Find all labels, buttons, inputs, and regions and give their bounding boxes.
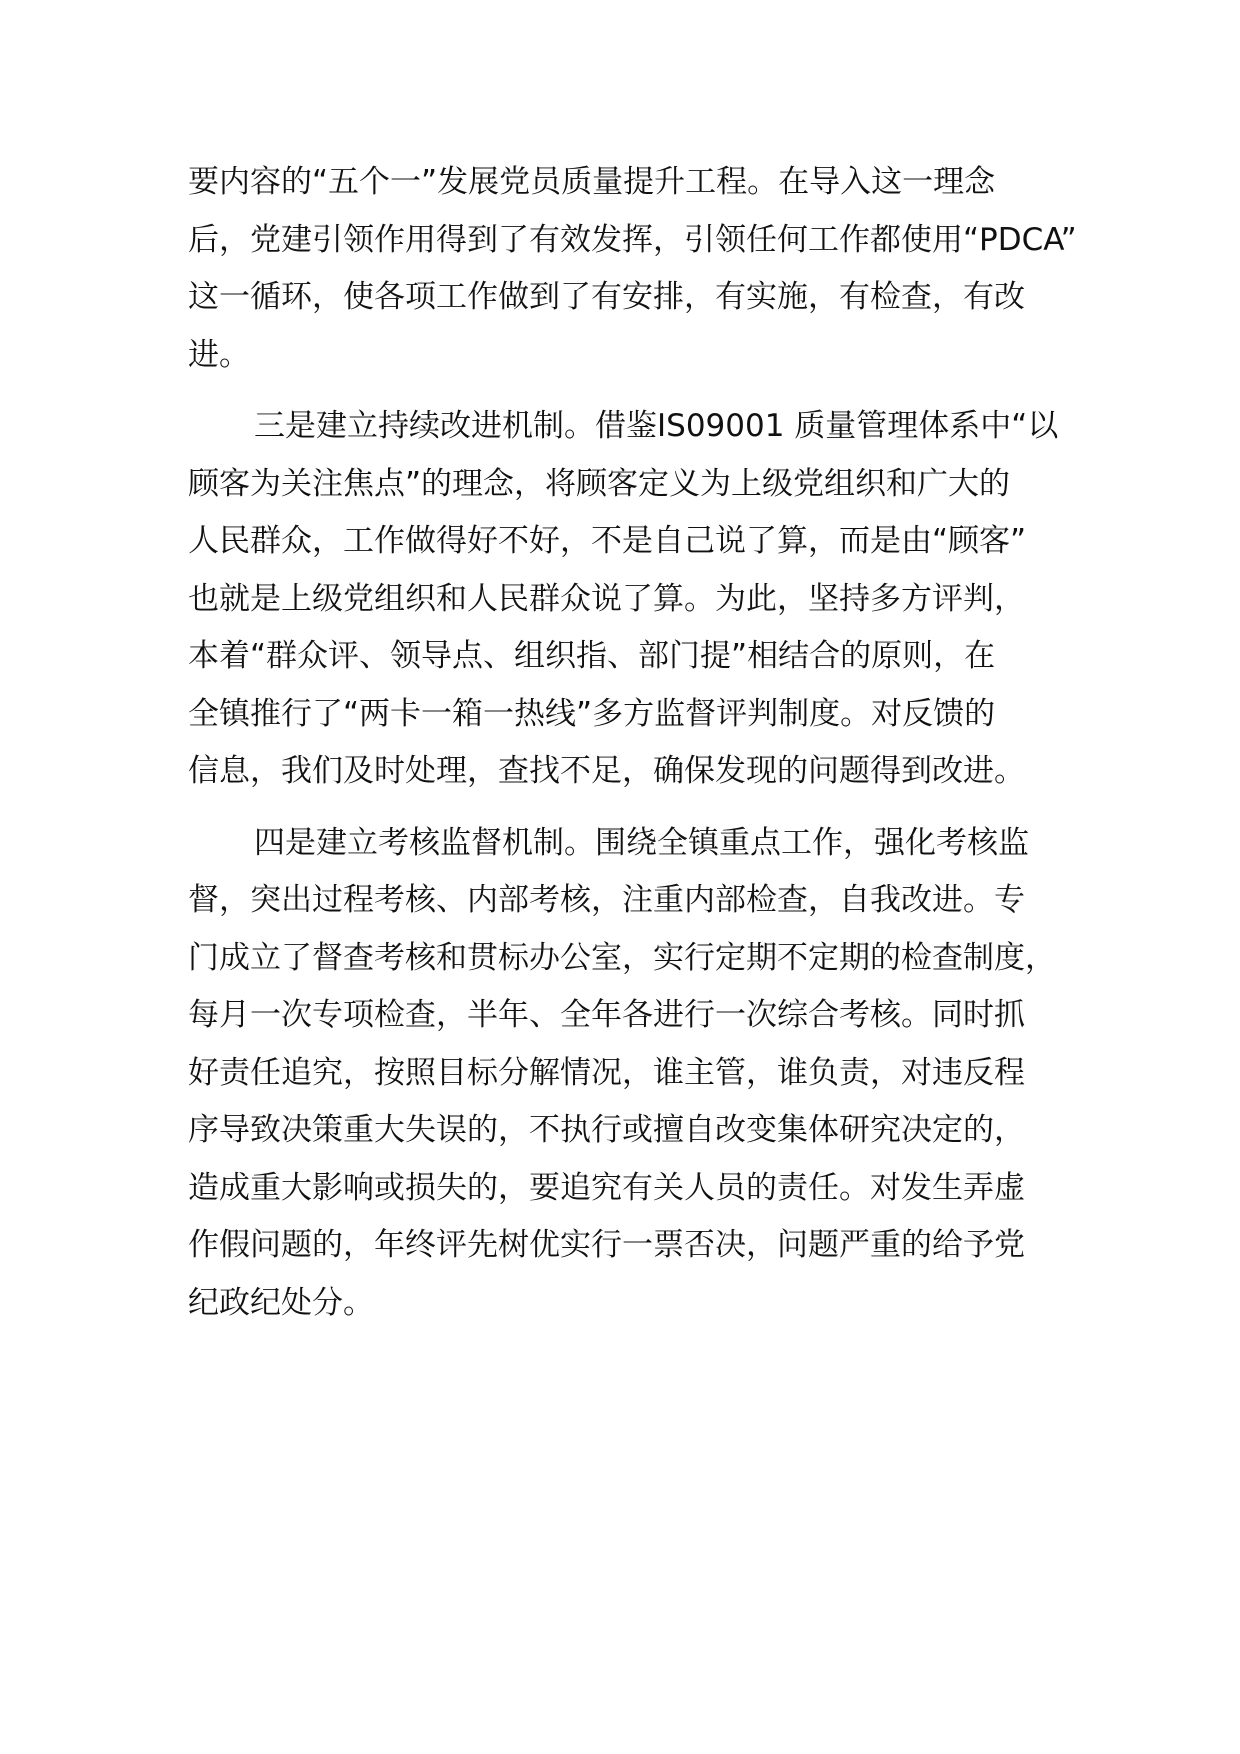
paragraph-3 [188,815,1073,1333]
document-body [188,154,1077,1332]
text-line: 进。 [188,336,250,373]
paragraph-2 [188,398,1073,801]
text-line: 信息，我们及时处理，查找不足，确保发现的问题得到改进。 [188,753,1025,789]
text-line: 纪政纪处分。 [188,1284,374,1321]
text-line: 造成重大影响或损失的，要追究有关人员的责任。对发生弄虚 [188,1169,1025,1206]
text-line: 这一循环，使各项工作做到了有安排，有实施，有检查，有改 [188,279,1025,315]
text-line: 督，突出过程考核、内部考核，注重内部检查，自我改进。专 [188,882,1025,918]
text-line: 后，党建引领作用得到了有效发挥，引领任何工作都使用“PDCA” [188,221,1077,258]
text-line: 三是建立持续改进机制。借鉴IS09001 质量管理体系中“以 [254,408,1059,444]
paragraph-1 [188,154,1077,384]
text-line: 本着“群众评、领导点、组织指、部门提”相结合的原则，在 [188,638,996,674]
text-line: 人民群众，工作做得好不好，不是自己说了算，而是由“顾客” [188,523,1027,559]
text-line: 也就是上级党组织和人民群众说了算。为此，坚持多方评判， [188,580,1025,617]
text-line: 作假问题的，年终评先树优实行一票否决，问题严重的给予党 [188,1227,1025,1263]
text-line: 好责任追究，按照目标分解情况，谁主管，谁负责，对违反程 [188,1054,1025,1091]
text-line: 顾客为关注焦点”的理念，将顾客定义为上级党组织和广大的 [188,465,1011,502]
text-line: 门成立了督查考核和贯标办公室，实行定期不定期的检查制度， [188,939,1056,976]
text-line: 序导致决策重大失误的，不执行或擅自改变集体研究决定的， [188,1112,1025,1148]
text-line: 要内容的“五个一”发展党员质量提升工程。在导入这一理念 [188,164,996,200]
text-line: 全镇推行了“两卡一箱一热线”多方监督评判制度。对反馈的 [188,695,996,732]
text-line: 每月一次专项检查，半年、全年各进行一次综合考核。同时抓 [188,997,1025,1033]
text-line: 四是建立考核监督机制。围绕全镇重点工作，强化考核监 [254,824,1029,861]
